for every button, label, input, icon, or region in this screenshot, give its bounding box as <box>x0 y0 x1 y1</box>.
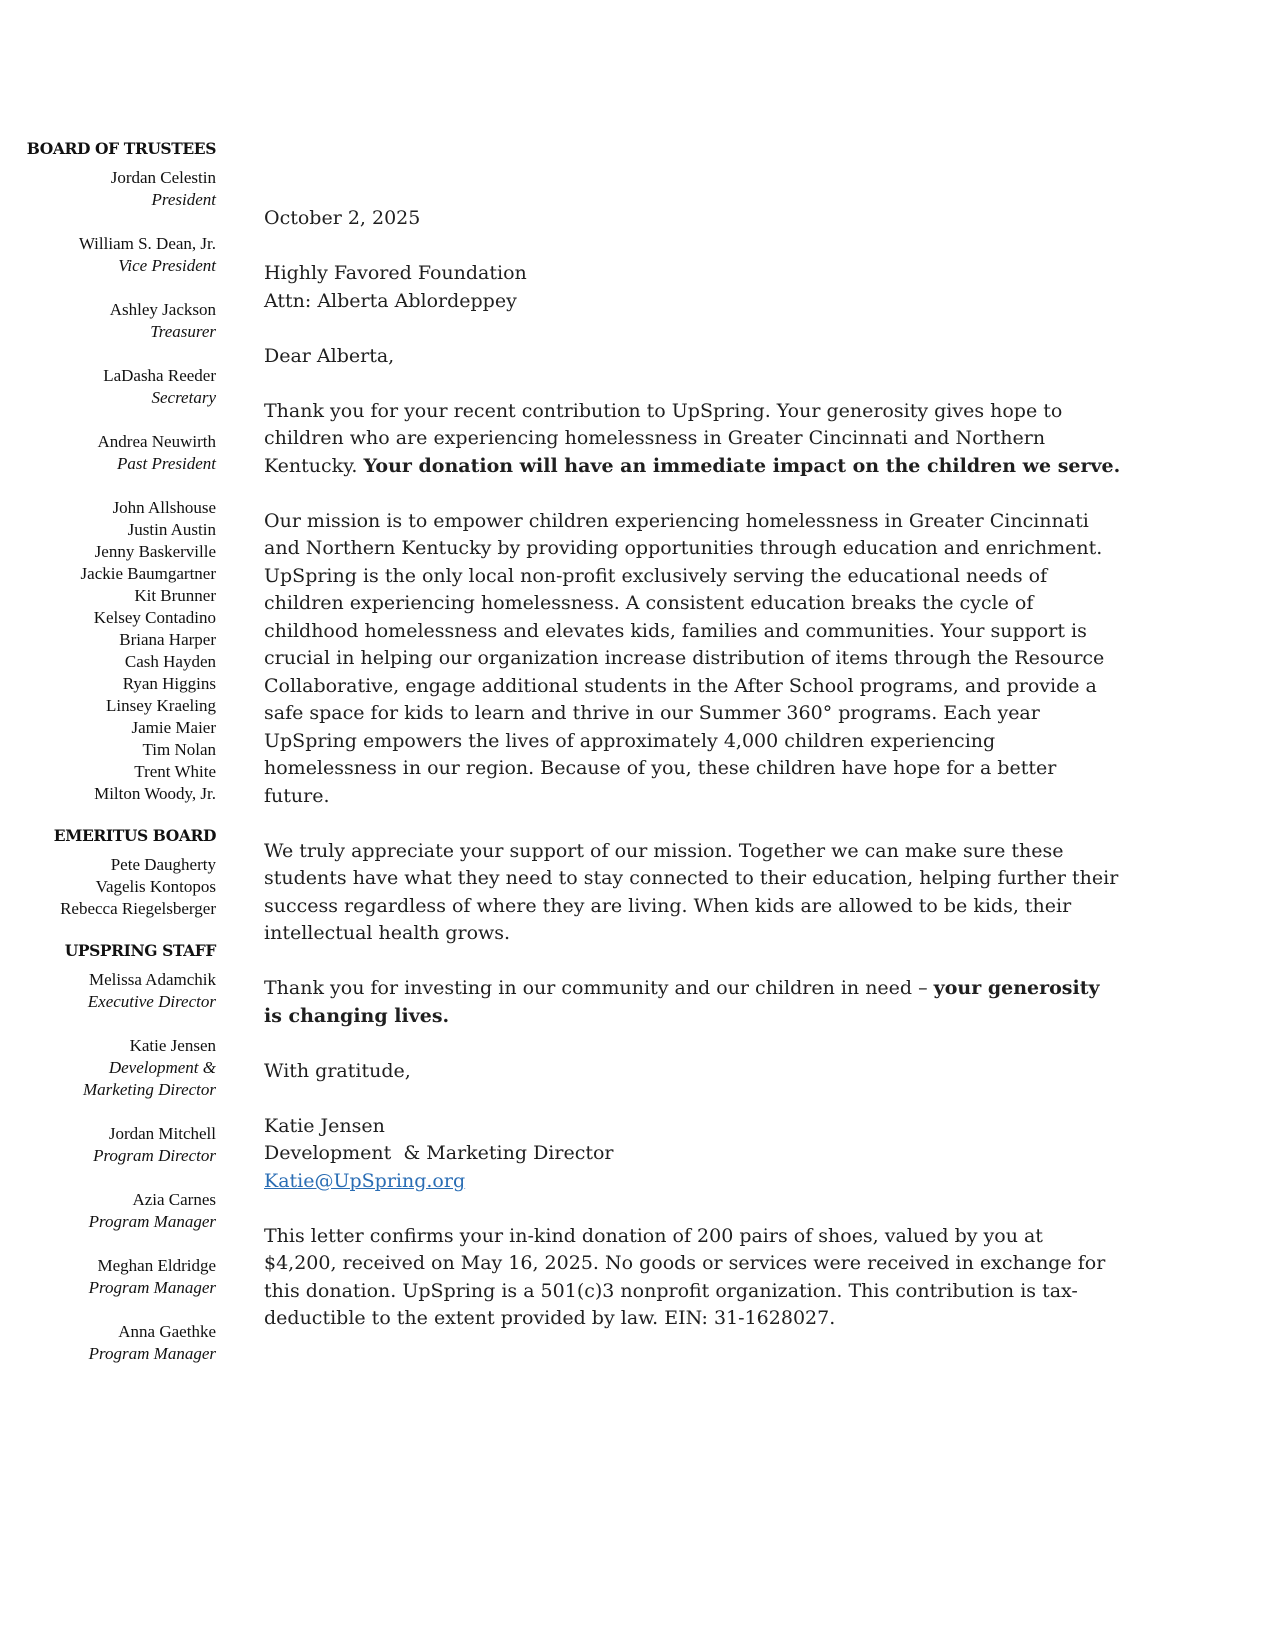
signer-title: Development & Marketing Director <box>264 1142 614 1164</box>
board-member: Kelsey Contadino <box>93 608 216 627</box>
staff-role: Program Manager <box>88 1278 216 1297</box>
sidebar-roster <box>20 138 216 1365</box>
officer-entry <box>20 167 216 211</box>
paragraph-line: students have what they need to stay connected to their education, helping further their <box>264 867 1119 889</box>
paragraph-line: intellectual health grows. <box>264 922 511 944</box>
board-member: Tim Nolan <box>142 740 216 759</box>
paragraph-line: Collaborative, engage additional students in the After School programs, and provide a <box>264 674 1097 697</box>
officer-entry <box>20 299 216 343</box>
paragraph-line: This letter confirms your in-kind donation of 200 pairs of shoes, valued by you at <box>264 1224 1043 1247</box>
recipient-attn: Attn: Alberta Ablordeppey <box>264 289 517 312</box>
paragraph-line <box>264 453 1144 481</box>
officer-name: Andrea Neuwirth <box>97 432 216 451</box>
recipient-org: Highly Favored Foundation <box>264 262 527 284</box>
letter-body <box>264 205 1144 1360</box>
signer-email-link[interactable]: Katie@UpSpring.org <box>264 1169 466 1192</box>
staff-entry <box>20 969 216 1013</box>
officer-role: Secretary <box>151 388 216 407</box>
signer-email-line <box>264 1168 1144 1196</box>
board-member: Trent White <box>134 762 216 781</box>
emphasis-text: your generosity <box>933 977 1100 999</box>
staff-name: Azia Carnes <box>132 1190 216 1209</box>
emeritus-member: Pete Daugherty <box>110 855 216 874</box>
paragraph-line: UpSpring empowers the lives of approximately 4,000 children experiencing <box>264 729 996 752</box>
staff-name: Melissa Adamchik <box>88 970 216 989</box>
paragraph-line: children experiencing homelessness. A consistent education breaks the cycle of <box>264 592 1034 614</box>
officer-entry <box>20 365 216 409</box>
paragraph-line: $4,200, received on May 16, 2025. No goods or services were received in exchange for <box>264 1252 1106 1274</box>
staff-role: Marketing Director <box>83 1080 216 1099</box>
paragraph-mission <box>264 508 1144 811</box>
closing: With gratitude, <box>264 1059 411 1082</box>
board-member: Jackie Baumgartner <box>80 564 216 583</box>
paragraph-line <box>264 1003 1144 1031</box>
staff-entry <box>20 1321 216 1365</box>
board-member: Jamie Maier <box>131 718 216 737</box>
salutation: Dear Alberta, <box>264 344 395 367</box>
signer-name: Katie Jensen <box>264 1114 385 1137</box>
emeritus-member: Rebecca Riegelsberger <box>60 899 216 918</box>
paragraph-line: Our mission is to empower children experiencing homelessness in Greater Cincinnati <box>264 509 1089 532</box>
officer-entry <box>20 431 216 475</box>
officer-role: Past President <box>117 454 216 473</box>
staff-name: Meghan Eldridge <box>97 1256 216 1275</box>
letter-date: October 2, 2025 <box>264 207 421 229</box>
staff-entry <box>20 1123 216 1167</box>
staff-name: Katie Jensen <box>129 1036 216 1055</box>
staff-entry <box>20 1255 216 1299</box>
paragraph-text: Kentucky. <box>264 454 364 477</box>
board-member: Cash Hayden <box>124 652 216 671</box>
emeritus-heading: EMERITUS BOARD <box>53 826 216 845</box>
board-member: Linsey Kraeling <box>106 696 216 715</box>
paragraph-line: success regardless of where they are living. When kids are allowed to be kids, their <box>264 894 1072 917</box>
paragraph-appreciation <box>264 838 1144 948</box>
board-member: Jenny Baskerville <box>94 542 216 561</box>
paragraph-line: childhood homelessness and elevates kids, families and communities. Your support is <box>264 619 1087 642</box>
board-member: Kit Brunner <box>134 586 216 605</box>
paragraph-line <box>264 975 1144 1003</box>
paragraph-line: Thank you for your recent contribution to UpSpring. Your generosity gives hope to <box>264 399 1063 422</box>
paragraph-thanks <box>264 398 1144 481</box>
officer-name: Jordan Celestin <box>110 168 216 187</box>
paragraph-line: and Northern Kentucky by providing opportunities through education and enrichment. <box>264 537 1103 559</box>
staff-name: Jordan Mitchell <box>108 1124 216 1143</box>
paragraph-tax-receipt <box>264 1223 1144 1333</box>
officer-role: President <box>151 190 216 209</box>
board-member: Ryan Higgins <box>122 674 216 693</box>
staff-role: Development & <box>108 1058 216 1077</box>
staff-role: Program Director <box>93 1146 216 1165</box>
staff-heading: UPSPRING STAFF <box>64 941 216 960</box>
paragraph-investing <box>264 975 1144 1030</box>
officer-name: LaDasha Reeder <box>103 366 216 385</box>
paragraph-line: crucial in helping our organization increase distribution of items through the Resource <box>264 647 1105 669</box>
staff-role: Program Manager <box>88 1212 216 1231</box>
officer-entry <box>20 233 216 277</box>
staff-role: Executive Director <box>87 992 216 1011</box>
board-member: Briana Harper <box>119 630 216 649</box>
officer-role: Treasurer <box>150 322 216 341</box>
staff-entry <box>20 1189 216 1233</box>
board-member: Justin Austin <box>127 520 216 539</box>
board-heading: BOARD OF TRUSTEES <box>26 139 216 158</box>
paragraph-line: We truly appreciate your support of our mission. Together we can make sure these <box>264 839 1064 862</box>
staff-role: Program Manager <box>88 1344 216 1363</box>
board-member-list <box>20 497 216 805</box>
board-member: John Allshouse <box>112 498 216 517</box>
paragraph-text: Thank you for investing in our community and our children in need – <box>264 977 934 999</box>
staff-entry <box>20 1035 216 1101</box>
paragraph-line: this donation. UpSpring is a 501(c)3 nonprofit organization. This contribution is tax- <box>264 1279 1078 1302</box>
signature-block <box>264 1113 1144 1196</box>
paragraph-line: UpSpring is the only local non-profit exclusively serving the educational needs of <box>264 564 1048 587</box>
paragraph-line: safe space for kids to learn and thrive in our Summer 360° programs. Each year <box>264 702 1040 724</box>
paragraph-line: children who are experiencing homelessness in Greater Cincinnati and Northern <box>264 427 1046 449</box>
officer-name: William S. Dean, Jr. <box>78 234 216 253</box>
paragraph-line: deductible to the extent provided by law. EIN: 31-1628027. <box>264 1307 836 1329</box>
emeritus-list <box>20 854 216 920</box>
paragraph-line: future. <box>264 784 330 807</box>
recipient-block <box>264 260 1144 315</box>
emphasis-text: is changing lives. <box>264 1004 450 1027</box>
officer-role: Vice President <box>118 256 216 275</box>
officer-name: Ashley Jackson <box>109 300 216 319</box>
board-member: Milton Woody, Jr. <box>94 784 216 803</box>
emphasis-text: Your donation will have an immediate impact on the children we serve. <box>363 454 1121 477</box>
paragraph-line: homelessness in our region. Because of you, these children have hope for a better <box>264 757 1057 779</box>
emeritus-member: Vagelis Kontopos <box>95 877 216 896</box>
staff-name: Anna Gaethke <box>118 1322 216 1341</box>
